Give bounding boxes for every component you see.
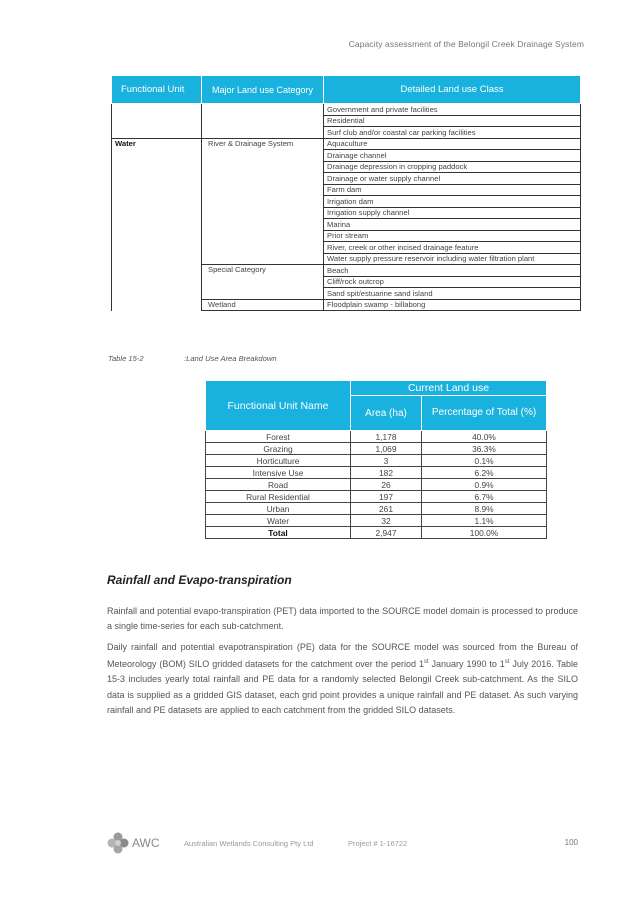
category-wetland: Wetland	[202, 299, 324, 311]
land-use-class: Drainage or water supply channel	[324, 173, 581, 185]
cell-area: 1,069	[351, 443, 422, 455]
logo-text: AWC	[132, 836, 160, 850]
cell-name: Horticulture	[206, 455, 351, 467]
cell-name: Forest	[206, 431, 351, 443]
land-use-class: Irrigation dam	[324, 196, 581, 208]
superscript-st: st	[423, 659, 429, 666]
cell-name: Intensive Use	[206, 467, 351, 479]
land-use-class: Irrigation supply channel	[324, 207, 581, 219]
land-use-area-table	[205, 380, 547, 539]
table-caption	[108, 354, 277, 363]
cell-total-label: Total	[206, 527, 351, 539]
land-use-class: Aquaculture	[324, 138, 581, 150]
table-row	[206, 455, 547, 467]
land-use-class: Farm dam	[324, 184, 581, 196]
superscript-st: st	[504, 659, 510, 666]
cell-total-percent: 100.0%	[422, 527, 547, 539]
land-use-class: Prior stream	[324, 230, 581, 242]
paragraph-1: Rainfall and potential evapo-transpiration (PET) data imported to the SOURCE model domain is processed to produce a single time-series for each sub-catchment.	[107, 606, 578, 632]
table-row	[206, 515, 547, 527]
cell-name: Road	[206, 479, 351, 491]
table-row	[206, 467, 547, 479]
cell-percent: 6.2%	[422, 467, 547, 479]
cell-percent: 0.1%	[422, 455, 547, 467]
table-row	[206, 503, 547, 515]
header-functional-unit: Functional Unit	[112, 76, 202, 104]
header-major-land-use: Major Land use Category	[202, 76, 324, 104]
empty-category-cell	[202, 104, 324, 139]
table-row	[112, 104, 581, 116]
header-current-land-use: Current Land use	[351, 381, 547, 396]
header-functional-unit-name: Functional Unit Name	[206, 381, 351, 431]
table-row	[112, 138, 581, 150]
footer-company: Australian Wetlands Consulting Pty Ltd	[184, 839, 314, 848]
land-use-class: Drainage channel	[324, 150, 581, 162]
category-river-drainage: River & Drainage System	[202, 138, 324, 265]
cell-area: 1,178	[351, 431, 422, 443]
caption-title: :Land Use Area Breakdown	[184, 354, 277, 363]
awc-logo-icon	[107, 832, 129, 854]
empty-unit-cell	[112, 104, 202, 139]
land-use-class: River, creek or other incised drainage feature	[324, 242, 581, 254]
section-heading: Rainfall and Evapo-transpiration	[107, 573, 292, 587]
total-row	[206, 527, 547, 539]
cell-name: Rural Residential	[206, 491, 351, 503]
paragraph-2-part-c: July 2016. Table 15-3 includes yearly total rainfall and PE data for a randomly selected Belongil Creek sub-catchment. As the SILO data is supplied as a gridded GIS dataset, each grid point provides a unique rainfall and PE dataset. As such varying rainfall and PE datasets are applied to each catchment from the gridded SILO datasets.	[107, 659, 578, 715]
cell-area: 182	[351, 467, 422, 479]
cell-percent: 36.3%	[422, 443, 547, 455]
land-use-class: Floodplain swamp - billabong	[324, 299, 581, 311]
cell-name: Urban	[206, 503, 351, 515]
table-row	[206, 491, 547, 503]
land-use-class: Surf club and/or coastal car parking facilities	[324, 127, 581, 139]
land-use-class: Drainage depression in cropping paddock	[324, 161, 581, 173]
category-special: Special Category	[202, 265, 324, 300]
cell-area: 261	[351, 503, 422, 515]
page-footer	[0, 828, 638, 858]
land-use-class: Government and private facilities	[324, 104, 581, 116]
cell-percent: 0.9%	[422, 479, 547, 491]
land-use-class: Residential	[324, 115, 581, 127]
cell-name: Water	[206, 515, 351, 527]
header-percentage: Percentage of Total (%)	[422, 396, 547, 431]
land-use-class: Sand spit/estuarine sand island	[324, 288, 581, 300]
table-row	[206, 443, 547, 455]
header-area: Area (ha)	[351, 396, 422, 431]
paragraph-2-part-b: January 1990 to 1	[428, 659, 505, 670]
functional-unit-water: Water	[112, 138, 202, 311]
table-row	[206, 479, 547, 491]
land-use-class-table	[111, 75, 581, 311]
footer-project: Project # 1-16722	[348, 839, 408, 848]
cell-percent: 1.1%	[422, 515, 547, 527]
table-row	[206, 431, 547, 443]
land-use-class: Beach	[324, 265, 581, 277]
page-number: 100	[564, 838, 578, 847]
caption-number: Table 15-2	[108, 354, 144, 363]
paragraph-2	[107, 640, 578, 718]
running-header: Capacity assessment of the Belongil Creek Drainage System	[348, 39, 584, 49]
cell-percent: 8.9%	[422, 503, 547, 515]
cell-area: 26	[351, 479, 422, 491]
cell-name: Grazing	[206, 443, 351, 455]
land-use-class: Water supply pressure reservoir including water filtration plant	[324, 253, 581, 265]
cell-area: 3	[351, 455, 422, 467]
cell-percent: 6.7%	[422, 491, 547, 503]
land-use-class: Cliff/rock outcrop	[324, 276, 581, 288]
paragraph-2-part-a: Daily rainfall and potential evapotranspiration (PE) data for the SOURCE model was sourced from the Bureau of Meteorology (BOM) SILO gridded datasets for the catchment over the period 1	[107, 642, 578, 670]
cell-percent: 40.0%	[422, 431, 547, 443]
cell-area: 197	[351, 491, 422, 503]
cell-area: 32	[351, 515, 422, 527]
header-detailed-land-use: Detailed Land use Class	[324, 76, 581, 104]
cell-total-area: 2,947	[351, 527, 422, 539]
land-use-class: Marina	[324, 219, 581, 231]
